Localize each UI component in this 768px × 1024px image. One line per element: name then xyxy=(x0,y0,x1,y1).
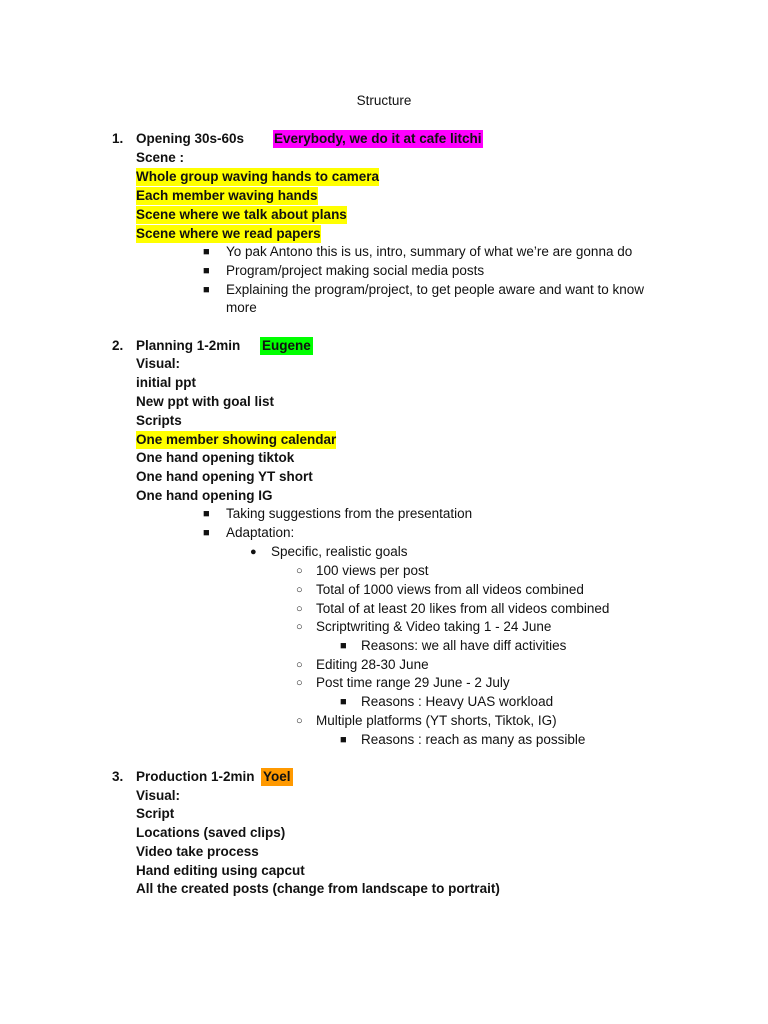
section-number: 2. xyxy=(112,338,124,353)
visual-line: Locations (saved clips) xyxy=(136,825,286,840)
bullet-text: Adaptation: xyxy=(226,525,295,540)
section-number: 3. xyxy=(112,769,124,784)
visual-line: initial ppt xyxy=(136,375,196,390)
section-tag: Everybody, we do it at cafe litchi xyxy=(274,131,482,146)
visual-line: Video take process xyxy=(136,844,259,859)
section-heading: Opening 30s-60s xyxy=(136,131,245,146)
circle-bullet-icon: ○ xyxy=(296,621,303,633)
square-bullet-icon: ■ xyxy=(203,284,210,296)
sub-item: Post time range 29 June - 2 July xyxy=(316,675,510,690)
section-heading: Planning 1-2min xyxy=(136,338,241,353)
square-bullet-icon: ■ xyxy=(203,527,210,539)
visual-line: All the created posts (change from landscape to portrait) xyxy=(136,881,500,896)
circle-bullet-icon: ○ xyxy=(296,603,303,615)
bullet-text: Explaining the program/project, to get people aware and want to know xyxy=(226,282,645,297)
square-bullet-icon: ■ xyxy=(203,508,210,520)
visual-line: One member showing calendar xyxy=(136,432,337,447)
visual-line: New ppt with goal list xyxy=(136,394,274,409)
sub-item: Scriptwriting & Video taking 1 - 24 June xyxy=(316,619,552,634)
sub-item: Total of 1000 views from all videos combined xyxy=(316,582,584,597)
visual-line: One hand opening tiktok xyxy=(136,450,295,465)
section-number: 1. xyxy=(112,131,124,146)
square-bullet-icon: ■ xyxy=(340,734,347,746)
section-tag: Yoel xyxy=(263,769,291,784)
visual-line: One hand opening IG xyxy=(136,488,273,503)
scene-label: Scene : xyxy=(136,150,185,165)
square-bullet-icon: ■ xyxy=(203,265,210,277)
square-bullet-icon: ■ xyxy=(340,640,347,652)
section-tag: Eugene xyxy=(262,338,311,353)
visual-label: Visual: xyxy=(136,356,181,371)
visual-label: Visual: xyxy=(136,788,181,803)
section-heading: Production 1-2min xyxy=(136,769,255,784)
dot-bullet-icon: ● xyxy=(250,546,257,558)
sub-item: Editing 28-30 June xyxy=(316,657,429,672)
sub-item: Total of at least 20 likes from all videos combined xyxy=(316,601,610,616)
bullet-text: Program/project making social media posts xyxy=(226,263,485,278)
visual-line: Script xyxy=(136,806,175,821)
sub-item: Multiple platforms (YT shorts, Tiktok, IG) xyxy=(316,713,557,728)
sub-sub-item: Reasons: we all have diff activities xyxy=(361,638,567,653)
square-bullet-icon: ■ xyxy=(203,246,210,258)
document-title: Structure xyxy=(356,93,412,108)
circle-bullet-icon: ○ xyxy=(296,659,303,671)
bullet-text-continuation: more xyxy=(226,300,257,315)
sub-sub-item: Reasons : Heavy UAS workload xyxy=(361,694,554,709)
circle-bullet-icon: ○ xyxy=(296,677,303,689)
square-bullet-icon: ■ xyxy=(340,696,347,708)
dot-bullet-text: Specific, realistic goals xyxy=(271,544,408,559)
visual-line: Scripts xyxy=(136,413,182,428)
circle-bullet-icon: ○ xyxy=(296,715,303,727)
visual-line: One hand opening YT short xyxy=(136,469,313,484)
scene-line: Scene where we talk about plans xyxy=(136,207,347,222)
circle-bullet-icon: ○ xyxy=(296,565,303,577)
scene-line: Scene where we read papers xyxy=(136,226,321,241)
sub-item: 100 views per post xyxy=(316,563,429,578)
scene-line: Whole group waving hands to camera xyxy=(136,169,380,184)
visual-line: Hand editing using capcut xyxy=(136,863,305,878)
bullet-text: Taking suggestions from the presentation xyxy=(226,506,473,521)
circle-bullet-icon: ○ xyxy=(296,584,303,596)
bullet-text: Yo pak Antono this is us, intro, summary of what we’re are gonna do xyxy=(226,244,633,259)
sub-sub-item: Reasons : reach as many as possible xyxy=(361,732,586,747)
scene-line: Each member waving hands xyxy=(136,188,318,203)
